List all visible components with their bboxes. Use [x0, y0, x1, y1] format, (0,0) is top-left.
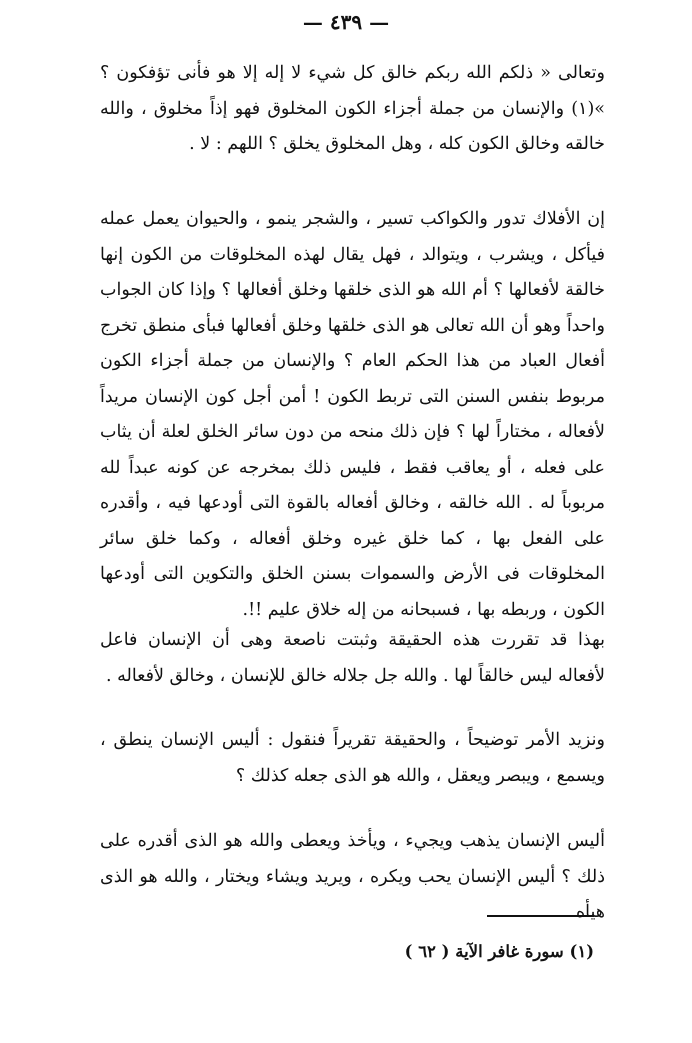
- paragraph-4: [100, 723, 605, 794]
- paragraph-text: أليس الإنسان يذهب ويجيء ، ويأخذ ويعطى والله هو الذى أقدره على ذلك ؟ أليس الإنسان يحب ويكره ، ويريد ويشاء ويختار ، والله هو الذى هيأه: [100, 831, 605, 922]
- paragraph-2: [100, 202, 605, 628]
- paragraph-text: وتعالى « ذلكم الله ربكم خالق كل شيء لا إله إلا هو فأنى تؤفكون ؟ »(١) والإنسان من جملة أجزاء الكون المخلوق فهو إذاً مخلوق ، والله خالقه وخالق الكون كله ، وهل المخلوق يخلق ؟ اللهم : لا .: [100, 63, 605, 154]
- footnote-divider: [487, 915, 594, 917]
- paragraph-3: [100, 623, 605, 694]
- paragraph-text: بهذا قد تقررت هذه الحقيقة وثبتت ناصعة وهى أن الإنسان فاعل لأفعاله ليس خالقاً لها . والله جل جلاله خالق للإنسان ، وخالق لأفعاله .: [100, 630, 605, 686]
- paragraph-text: ونزيد الأمر توضيحاً ، والحقيقة تقريراً فنقول : أليس الإنسان ينطق ، ويسمع ، ويبصر ويعقل ، والله هو الذى جعله كذلك ؟: [100, 730, 605, 786]
- page-number: — ٤٣٩ —: [302, 10, 390, 34]
- paragraph-1: [100, 56, 605, 163]
- footnote: (١) سورة غافر الآية ( ٦٢ ): [404, 942, 594, 961]
- paragraph-text: إن الأفلاك تدور والكواكب تسير ، والشجر ينمو ، والحيوان يعمل عمله فيأكل ، ويشرب ، ويتوالد ، فهل يقال لهذه المخلوقات من الكون إنها خالقة لأفعالها ؟ أم الله هو الذى خلقها وخلق أفعالها ؟ وإذا كان الجواب واحداً وهو أن الله تعالى هو الذى خلقها وخلق أفعالها فبأى منطق تخرج أفعال العباد من هذا الحكم العام ؟ والإنسان من جملة أجزاء الكون مربوط بنفس السنن التى تربط الكون ! أمن أجل كون الإنسان مريداً لأفعاله ، مختاراً لها ؟ فإن ذلك منحه من دون سائر الخلق لعلة أن يثاب على فعله ، أو يعاقب فقط ، فليس ذلك بمخرجه عن كونه عبداً لله مربوباً له . الله خالقه ، وخالق أفعاله بالقوة التى أودعها فيه ، وأقدره على الفعل بها ، كما خلق غيره وخلق أفعاله ، وكما خلق سائر المخلوقات فى الأرض والسموات بسنن الخلق والتكوين التى أودعها الكون ، وربطه بها ، فسبحانه من إله خلاق عليم !!.: [100, 209, 605, 620]
